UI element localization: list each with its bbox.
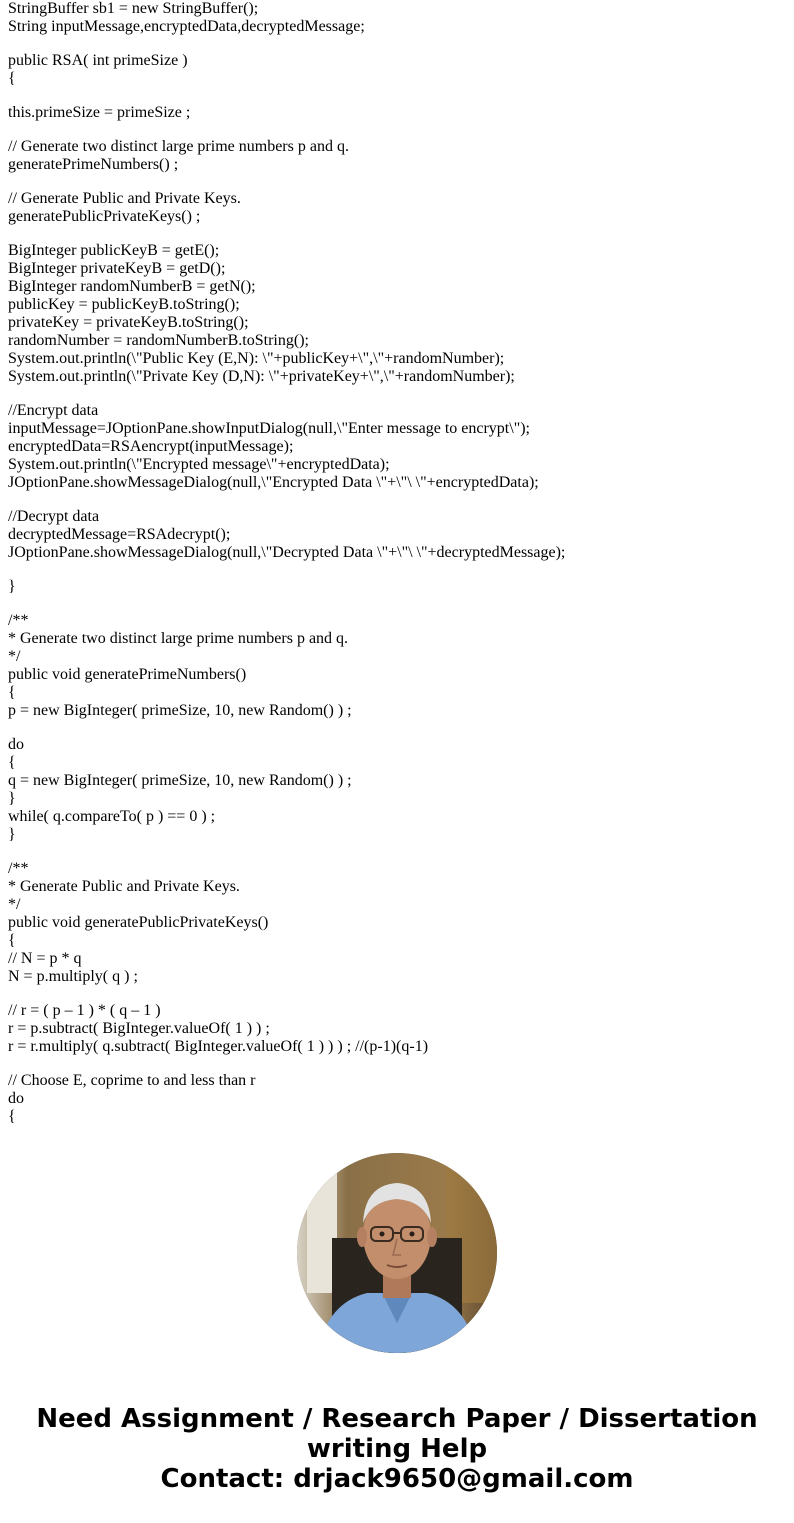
code-line: // Generate Public and Private Keys. <box>8 190 241 207</box>
blank-line <box>8 986 788 1002</box>
code-line: } <box>8 578 16 595</box>
code-line: // r = ( p – 1 ) * ( q – 1 ) <box>8 1002 161 1019</box>
code-line: // N = p * q <box>8 950 82 967</box>
code-line: System.out.println(\"Encrypted message\"+encryptedData); <box>8 456 390 473</box>
code-line: JOptionPane.showMessageDialog(null,\"Encrypted Data \"+\"\ \"+encryptedData); <box>8 474 539 491</box>
code-listing <box>8 0 788 1126</box>
code-line: * Generate two distinct large prime numbers p and q. <box>8 630 349 647</box>
code-line: } <box>8 790 16 807</box>
code-line: privateKey = privateKeyB.toString(); <box>8 314 249 331</box>
code-line: publicKey = publicKeyB.toString(); <box>8 296 240 313</box>
code-line: */ <box>8 648 21 665</box>
code-line: do <box>8 1090 24 1107</box>
code-line: //Encrypt data <box>8 402 99 419</box>
code-line: while( q.compareTo( p ) == 0 ) ; <box>8 808 216 825</box>
code-line: N = p.multiply( q ) ; <box>8 968 138 985</box>
code-line: // Choose E, coprime to and less than r <box>8 1072 256 1089</box>
code-line: generatePrimeNumbers() ; <box>8 156 179 173</box>
code-line: this.primeSize = primeSize ; <box>8 104 191 121</box>
blank-line <box>8 88 788 104</box>
code-line: r = p.subtract( BigInteger.valueOf( 1 ) ) ; <box>8 1020 270 1037</box>
code-line: BigInteger publicKeyB = getE(); <box>8 242 220 259</box>
code-line: encryptedData=RSAencrypt(inputMessage); <box>8 438 294 455</box>
blank-line <box>8 562 788 578</box>
code-line: inputMessage=JOptionPane.showInputDialog(null,\"Enter message to encrypt\"); <box>8 420 530 437</box>
code-line: decryptedMessage=RSAdecrypt(); <box>8 526 231 543</box>
author-avatar <box>297 1153 497 1353</box>
code-line: public void generatePrimeNumbers() <box>8 666 247 683</box>
code-line: String inputMessage,encryptedData,decryptedMessage; <box>8 18 365 35</box>
blank-line <box>8 122 788 138</box>
blank-line <box>8 596 788 612</box>
blank-line <box>8 1056 788 1072</box>
code-line: BigInteger privateKeyB = getD(); <box>8 260 226 277</box>
code-line: public RSA( int primeSize ) <box>8 52 188 69</box>
code-line: */ <box>8 896 21 913</box>
promo-line-1: Need Assignment / Research Paper / Dissertation <box>36 1404 758 1434</box>
person-portrait-icon <box>297 1153 497 1353</box>
blank-line <box>8 844 788 860</box>
promo-line-2: writing Help <box>306 1434 488 1464</box>
code-line: BigInteger randomNumberB = getN(); <box>8 278 256 295</box>
code-line: /** <box>8 860 29 877</box>
code-line: StringBuffer sb1 = new StringBuffer(); <box>8 0 259 17</box>
blank-line <box>8 174 788 190</box>
code-line: { <box>8 932 16 949</box>
code-line: p = new BigInteger( primeSize, 10, new Random() ) ; <box>8 702 352 719</box>
code-line: * Generate Public and Private Keys. <box>8 878 240 895</box>
blank-line <box>8 720 788 736</box>
blank-line <box>8 226 788 242</box>
code-line: public void generatePublicPrivateKeys() <box>8 914 269 931</box>
blank-line <box>8 492 788 508</box>
code-line: randomNumber = randomNumberB.toString(); <box>8 332 309 349</box>
code-line: } <box>8 826 16 843</box>
code-line: generatePublicPrivateKeys() ; <box>8 208 201 225</box>
promo-contact: Contact: drjack9650@gmail.com <box>160 1464 634 1494</box>
promo-banner <box>0 1404 794 1494</box>
code-line: System.out.println(\"Public Key (E,N): \"+publicKey+\",\"+randomNumber); <box>8 350 505 367</box>
blank-line <box>8 36 788 52</box>
code-line: { <box>8 754 16 771</box>
code-line: /** <box>8 612 29 629</box>
code-line: { <box>8 1108 16 1125</box>
code-line: { <box>8 70 16 87</box>
code-line: r = r.multiply( q.subtract( BigInteger.valueOf( 1 ) ) ) ; //(p-1)(q-1) <box>8 1038 429 1055</box>
blank-line <box>8 386 788 402</box>
code-line: System.out.println(\"Private Key (D,N): \"+privateKey+\",\"+randomNumber); <box>8 368 515 385</box>
code-line: { <box>8 684 16 701</box>
code-line: JOptionPane.showMessageDialog(null,\"Decrypted Data \"+\"\ \"+decryptedMessage); <box>8 544 566 561</box>
code-line: do <box>8 736 24 753</box>
code-line: //Decrypt data <box>8 508 100 525</box>
code-line: q = new BigInteger( primeSize, 10, new Random() ) ; <box>8 772 352 789</box>
code-line: // Generate two distinct large prime numbers p and q. <box>8 138 349 155</box>
